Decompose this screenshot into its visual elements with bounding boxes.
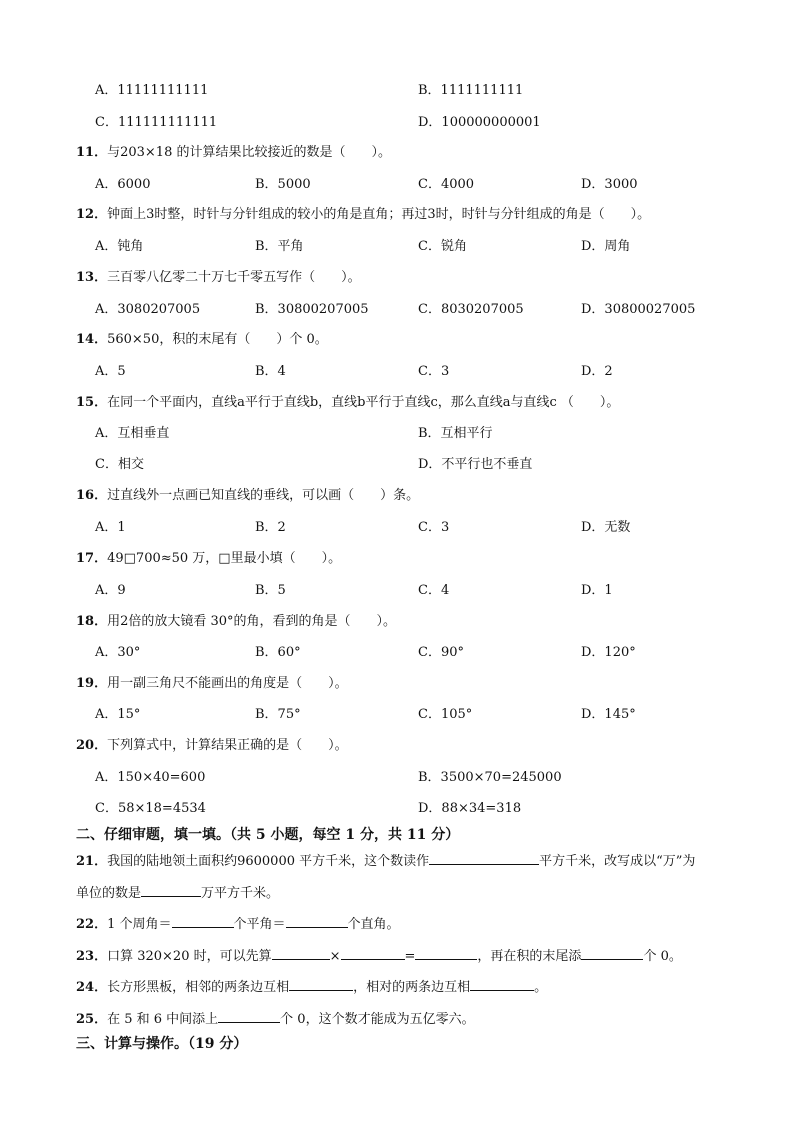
q21-number: 21． [76,854,108,869]
q13-options [0,300,794,320]
q17-options [0,581,794,601]
q16-options [0,518,794,538]
q15-option-a[interactable]: A．互相垂直 [95,426,170,441]
q23-number: 23． [76,949,108,964]
q23-blank-1[interactable] [272,945,330,960]
q25-text-1: 在 5 和 6 中间添上 [107,1012,219,1027]
q14-text: 560×50，积的末尾有（ ）个 0。 [107,332,328,347]
q17-option-d[interactable]: D．1 [581,583,613,598]
q15-text: 在同一个平面内，直线a平行于直线b，直线b平行于直线c，那么直线a与直线c （ ）。 [107,395,620,410]
q17-option-c[interactable]: C．4 [418,583,450,598]
q18-options [0,643,794,663]
q14-options [0,362,794,382]
q15-options-row-2 [0,455,794,475]
q25-line [0,1008,794,1028]
q10-options-row-2 [0,113,794,133]
q21-blank-wan[interactable] [141,882,201,897]
q10-options-row-1 [0,81,794,101]
q14-option-d[interactable]: D．2 [581,364,613,379]
section-3-title: 三、计算与操作。（19 分） [76,1036,248,1052]
q14-number: 14． [76,332,108,347]
q11-option-c[interactable]: C．4000 [418,177,475,192]
q19-option-d[interactable]: D．145° [581,707,636,722]
q17-stem [0,549,794,569]
q14-option-a[interactable]: A．5 [95,364,126,379]
q24-text-1: 长方形黑板，相邻的两条边互相 [107,980,290,995]
q23-text-4: ，再在积的末尾添 [477,949,582,964]
section-2-title: 二、仔细审题，填一填。（共 5 小题，每空 1 分，共 11 分） [76,827,460,843]
q15-number: 15． [76,395,108,410]
q11-option-b[interactable]: B．5000 [255,177,311,192]
q13-option-b[interactable]: B．30800207005 [255,302,369,317]
q10-option-a[interactable]: A．11111111111 [95,83,209,98]
q13-stem [0,268,794,288]
q16-option-b[interactable]: B．2 [255,520,286,535]
q25-text-2: 个 0，这个数才能成为五亿零六。 [280,1012,475,1027]
q18-text: 用2倍的放大镜看 30°的角，看到的角是（ ）。 [107,614,397,629]
q24-blank-1[interactable] [289,976,353,991]
q25-blank-1[interactable] [218,1008,280,1023]
q19-option-c[interactable]: C．105° [418,707,473,722]
q13-text: 三百零八亿零二十万七千零五写作（ ）。 [107,270,361,285]
q20-stem [0,736,794,756]
q15-options-row-1 [0,424,794,444]
q24-line [0,976,794,996]
q12-text: 钟面上3时整，时针与分针组成的较小的角是直角；再过3时，时针与分针组成的角是（ ）。 [107,207,651,222]
q21-text-4: 万平方千米。 [201,886,280,901]
q21-text-1: 我国的陆地领土面积约9600000 平方千米，这个数读作 [107,854,430,869]
q23-text-3: = [404,949,416,964]
q23-text-2: × [329,949,341,964]
q18-option-a[interactable]: A．30° [95,645,141,660]
q16-number: 16． [76,488,108,503]
q11-options [0,175,794,195]
q24-text-2: ，相对的两条边互相 [353,980,471,995]
q18-number: 18． [76,614,108,629]
q19-option-a[interactable]: A．15° [95,707,141,722]
q15-option-c[interactable]: C．相交 [95,457,144,472]
q14-stem [0,330,794,350]
q24-blank-2[interactable] [470,976,534,991]
q19-stem [0,674,794,694]
q14-option-b[interactable]: B．4 [255,364,286,379]
q18-option-c[interactable]: C．90° [418,645,464,660]
q20-option-c[interactable]: C．58×18=4534 [95,801,206,816]
q21-blank-reading[interactable] [429,850,539,865]
q20-text: 下列算式中，计算结果正确的是（ ）。 [107,738,348,753]
q12-stem [0,205,794,225]
q12-number: 12． [76,207,108,222]
q13-option-c[interactable]: C．8030207005 [418,302,524,317]
q22-text-3: 个直角。 [347,917,400,932]
q13-option-a[interactable]: A．3080207005 [95,302,201,317]
q18-option-d[interactable]: D．120° [581,645,636,660]
q23-blank-4[interactable] [581,945,643,960]
q22-text-1: 1 个周角＝ [107,917,172,932]
q23-blank-2[interactable] [341,945,405,960]
q23-line [0,945,794,965]
q15-stem [0,393,794,413]
q20-option-d[interactable]: D．88×34=318 [418,801,522,816]
q24-number: 24． [76,980,108,995]
q21-line-2 [0,882,794,902]
q20-options-row-2 [0,799,794,819]
q16-option-c[interactable]: C．3 [418,520,450,535]
q22-blank-1[interactable] [172,913,234,928]
q20-number: 20． [76,738,108,753]
q12-option-c[interactable]: C．锐角 [418,239,467,254]
q15-option-b[interactable]: B．互相平行 [418,426,493,441]
q19-options [0,705,794,725]
q12-option-a[interactable]: A．钝角 [95,239,144,254]
q18-option-b[interactable]: B．60° [255,645,301,660]
q23-text-1: 口算 320×20 时，可以先算 [107,949,272,964]
q21-text-2: 平方千米，改写成以“万”为 [539,854,696,869]
q22-text-2: 个平角＝ [233,917,286,932]
q25-number: 25． [76,1012,108,1027]
q16-text: 过直线外一点画已知直线的垂线，可以画（ ）条。 [107,488,420,503]
q23-blank-3[interactable] [415,945,477,960]
q13-number: 13． [76,270,108,285]
q20-option-a[interactable]: A．150×40=600 [95,770,206,785]
q16-stem [0,486,794,506]
q11-number: 11． [76,145,108,160]
q12-option-b[interactable]: B．平角 [255,239,304,254]
q10-option-b[interactable]: B．1111111111 [418,83,524,98]
q11-stem [0,143,794,163]
q11-option-d[interactable]: D．3000 [581,177,638,192]
q17-option-a[interactable]: A．9 [95,583,126,598]
q15-option-d[interactable]: D．不平行也不垂直 [418,457,533,472]
q10-option-d[interactable]: D．100000000001 [418,115,541,130]
q22-line [0,913,794,933]
q16-option-a[interactable]: A．1 [95,520,126,535]
q17-option-b[interactable]: B．5 [255,583,286,598]
q14-option-c[interactable]: C．3 [418,364,450,379]
q11-option-a[interactable]: A．6000 [95,177,151,192]
q18-stem [0,612,794,632]
q19-option-b[interactable]: B．75° [255,707,301,722]
q22-number: 22． [76,917,108,932]
q13-option-d[interactable]: D．30800027005 [581,302,696,317]
q20-options-row-1 [0,768,794,788]
q19-number: 19． [76,676,108,691]
q22-blank-2[interactable] [286,913,348,928]
q20-option-b[interactable]: B．3500×70=245000 [418,770,562,785]
q11-text: 与203×18 的计算结果比较接近的数是（ ）。 [107,145,391,160]
q24-text-3: 。 [534,980,548,995]
q12-options [0,237,794,257]
q10-option-c[interactable]: C．111111111111 [95,115,218,130]
q16-option-d[interactable]: D．无数 [581,520,631,535]
q21-line-1 [0,850,794,870]
q17-number: 17． [76,551,108,566]
q17-text: 49□700≈50 万，□里最小填（ ）。 [107,551,342,566]
q12-option-d[interactable]: D．周角 [581,239,631,254]
q19-text: 用一副三角尺不能画出的角度是（ ）。 [107,676,348,691]
q23-text-5: 个 0。 [643,949,682,964]
q21-text-3: 单位的数是 [76,886,142,901]
